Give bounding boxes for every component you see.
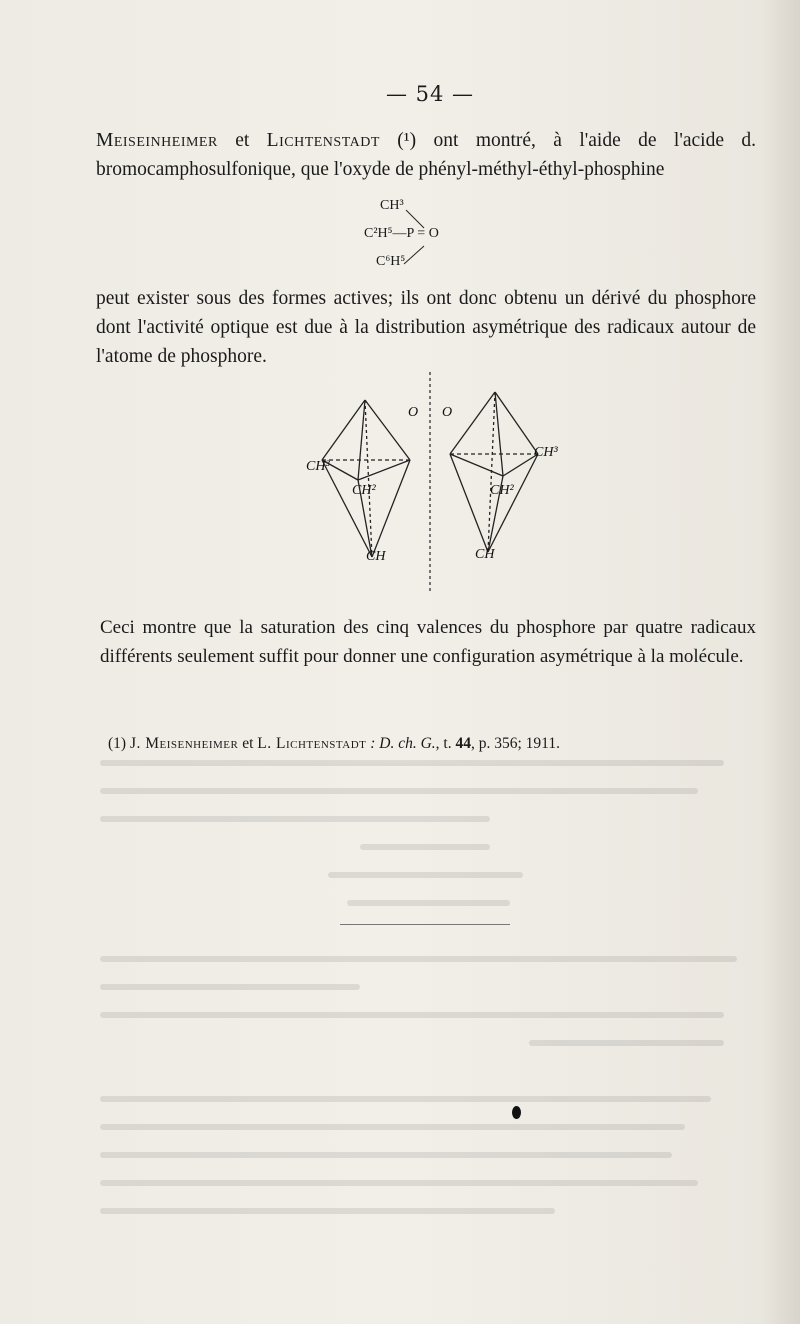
label-left-ch3: CH³: [306, 459, 330, 474]
formula-line-2: C²H⁵—P = O: [364, 226, 439, 241]
paragraph-1: [96, 126, 756, 184]
footnote-pages: , p. 356; 1911.: [470, 735, 560, 752]
footnote-author-1: J. Meisenheimer: [129, 735, 239, 752]
label-left-ch2: CH²: [352, 483, 376, 498]
footnote-marker: (1): [108, 735, 127, 752]
author-meisenheimer: Meiseinheimer: [96, 130, 218, 151]
separator-line: [340, 924, 510, 925]
footnote-journal: : D. ch. G.: [366, 735, 436, 752]
bleed-through-text: [100, 760, 750, 1240]
chemical-formula: [360, 198, 500, 278]
footnote: [108, 735, 748, 753]
label-left-ch: CH: [366, 549, 386, 564]
paragraph-2: peut exister sous des formes actives; ils ont donc obtenu un dérivé du phosphore dont l'activité optique est due à la distribution asymétrique des radicaux autour de l'atome de phosphore.: [96, 288, 756, 367]
page-number: — 54 —: [385, 82, 475, 106]
formula-line-3: C⁶H⁵: [376, 254, 406, 269]
page-edge-shadow: [760, 0, 800, 1324]
formula-line-1: CH³: [380, 198, 404, 213]
label-right-ch3: CH³: [534, 445, 558, 460]
footnote-conj: et: [238, 735, 258, 752]
footnote-ref: (¹): [379, 130, 434, 151]
label-right-o: O: [442, 405, 453, 420]
label-right-ch2: CH²: [490, 483, 514, 498]
footnote-author-2: L. Lichtenstadt: [257, 735, 367, 752]
bipyramid-diagram: [300, 372, 560, 592]
footnote-volume: 44: [455, 735, 471, 752]
right-bipyramid: [450, 392, 538, 552]
label-left-o: O: [408, 405, 419, 420]
label-right-ch: CH: [475, 547, 495, 562]
footnote-tome: , t.: [435, 735, 456, 752]
author-lichtenstadt: Lichtenstadt: [266, 130, 380, 151]
ink-spot: [512, 1106, 521, 1119]
formula-bonds: [360, 198, 500, 278]
conjunction: et: [217, 130, 267, 151]
paragraph-3: Ceci montre que la saturation des cinq valences du phosphore par quatre radicaux différents seulement suffit pour donner une configuration asymétrique à la molécule.: [100, 617, 756, 667]
left-bipyramid: [322, 400, 410, 557]
paragraph-1-text: ont montré, à l'aide de l'acide d. bromocamphosulfonique, que l'oxyde de phényl-méthyl-éthyl-phosphine: [96, 130, 756, 180]
